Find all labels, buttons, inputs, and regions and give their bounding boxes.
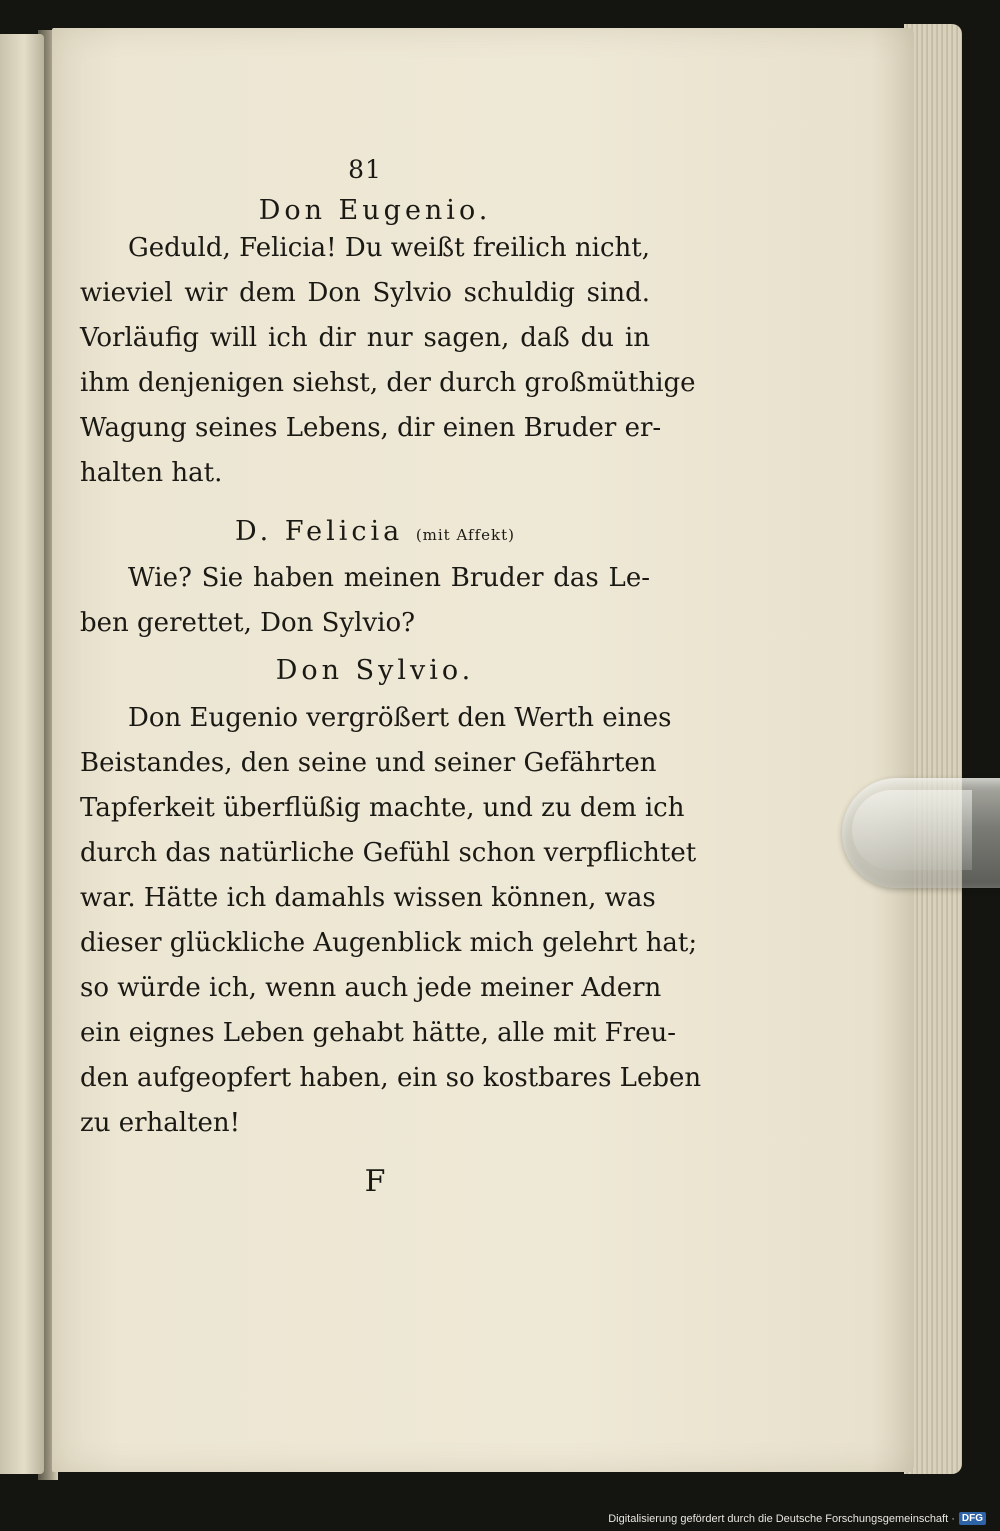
dfg-logo: DFG bbox=[959, 1512, 986, 1525]
speech-line: Geduld, Felicia! Du weißt freilich nicht, bbox=[128, 233, 650, 263]
facing-page-edge bbox=[0, 34, 44, 1474]
speaker-name: D. Felicia bbox=[235, 516, 404, 547]
speech-line: Wie? Sie haben meinen Bruder das Le- bbox=[128, 563, 650, 593]
speech-line: ihm denjenigen siehst, der durch großmüthige bbox=[80, 368, 696, 398]
speech-line: Wagung seines Lebens, dir einen Bruder er- bbox=[80, 413, 662, 443]
speech-line: wieviel wir dem Don Sylvio schuldig sind. bbox=[80, 278, 650, 308]
speech-line: zu erhalten! bbox=[80, 1108, 241, 1138]
speech-line: Tapferkeit überflüßig machte, und zu dem ich bbox=[80, 793, 685, 823]
page-number: 81 bbox=[348, 155, 382, 184]
speech-line: ein eignes Leben gehabt hätte, alle mit Freu- bbox=[80, 1018, 677, 1048]
digitization-footer bbox=[608, 1512, 986, 1525]
speech-eugenio bbox=[80, 226, 696, 496]
speech-line: halten hat. bbox=[80, 458, 223, 488]
speaker-heading-sylvio: Don Sylvio. bbox=[275, 655, 475, 686]
speech-line: durch das natürliche Gefühl schon verpflichtet bbox=[80, 838, 697, 868]
speech-line: Don Eugenio vergrößert den Werth eines bbox=[128, 703, 672, 733]
speech-line: dieser glückliche Augenblick mich gelehrt hat; bbox=[80, 928, 698, 958]
speaker-heading-felicia bbox=[100, 508, 650, 556]
speech-line: Beistandes, den seine und seiner Gefährten bbox=[80, 748, 657, 778]
speech-line: war. Hätte ich damahls wissen können, was bbox=[80, 883, 656, 913]
speech-line: ben gerettet, Don Sylvio? bbox=[80, 608, 416, 638]
speech-line: Vorläufig will ich dir nur sagen, daß du in bbox=[80, 323, 650, 353]
page-text bbox=[80, 155, 702, 1199]
speech-line: so würde ich, wenn auch jede meiner Adern bbox=[80, 973, 662, 1003]
speech-felicia bbox=[80, 556, 650, 646]
glass-page-clip bbox=[842, 778, 1000, 888]
signature-mark: F bbox=[364, 1164, 386, 1199]
speech-line: den aufgeopfert haben, ein so kostbares Leben bbox=[80, 1063, 702, 1093]
speech-sylvio bbox=[80, 696, 702, 1146]
clip-highlight bbox=[852, 790, 972, 870]
stage-direction: (mit Affekt) bbox=[415, 526, 515, 544]
speaker-heading-eugenio: Don Eugenio. bbox=[258, 195, 492, 226]
footer-credit: Digitalisierung gefördert durch die Deutsche Forschungsgemeinschaft · bbox=[608, 1512, 955, 1525]
